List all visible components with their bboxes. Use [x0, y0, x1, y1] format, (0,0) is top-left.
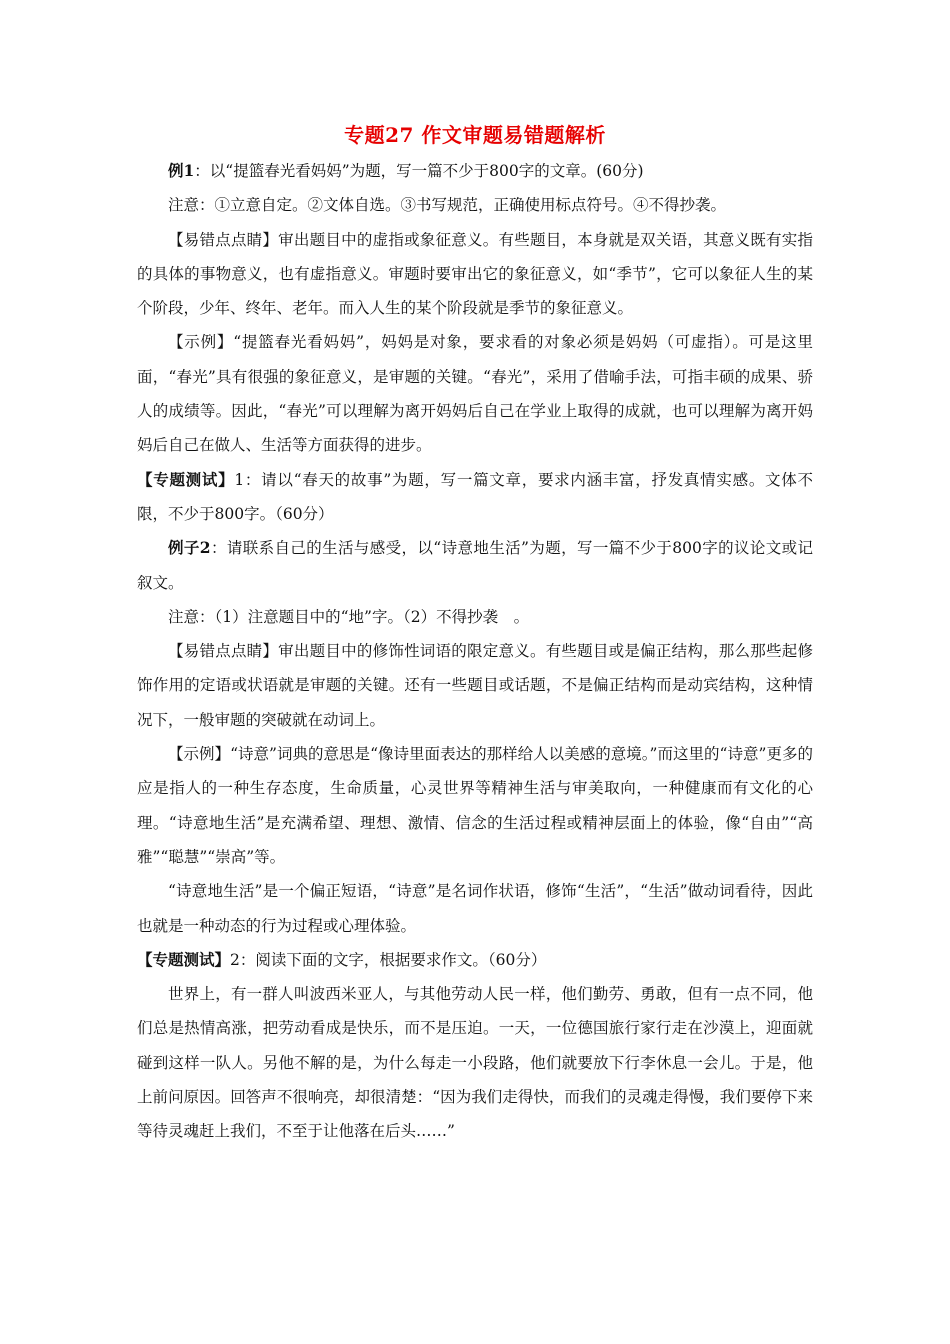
- example-2-error-point: [137, 634, 813, 737]
- topic-test-2-passage: 世界上，有一群人叫波西米亚人，与其他劳动人民一样，他们勤劳、勇敢，但有一点不同，他们总是热情高涨，把劳动看成是快乐，而不是压迫。一天，一位德国旅行家行走在沙漠上，迎面就碰到这样一队人。另他不解的是，为什么每走一小段路，他们就要放下行李休息一会儿。于是，他上前问原因。回答声不很响亮，却很清楚：“因为我们走得快，而我们的灵魂走得慢，我们要停下来等待灵魂赶上我们，不至于让他落在后头……”: [137, 985, 813, 1141]
- topic-test-1-label: 【专题测试】: [137, 469, 235, 489]
- sample-label: 【示例】: [168, 745, 231, 764]
- sample-text: “诗意”词典的意思是“像诗里面表达的那样给人以美感的意境。”而这里的“诗意”更多的应是指人的一种生存态度，生命质量，心灵世界等精神生活与审美取向，一种健康而有文化的心理。“诗意地生活”是充满希望、理想、激情、信念的生活过程或精神层面上的体验，像“自由”“高雅”“聪慧”“崇高”等。: [137, 745, 813, 866]
- example-1-error-point: [137, 223, 813, 326]
- example-2-sample-continued: “诗意地生活”是一个偏正短语，“诗意”是名词作状语，修饰“生活”，“生活”做动词看待，因此也就是一种动态的行为过程或心理体验。: [137, 882, 813, 935]
- sample-text: “提篮春光看妈妈”，妈妈是对象，要求看的对象必须是妈妈（可虚指）。可是这里面，“春光”具有很强的象征意义，是审题的关键。“春光”，采用了借喻手法，可指丰硕的成果、骄人的成绩等。因此，“春光”可以理解为离开妈妈后自己在学业上取得的成就，也可以理解为离开妈妈后自己在做人、生活等方面获得的进步。: [137, 333, 813, 455]
- error-point-label: 【易错点点睛】: [168, 642, 279, 661]
- topic-test-2-label: 【专题测试】: [137, 949, 231, 969]
- error-point-label: 【易错点点睛】: [168, 230, 279, 249]
- example-2-note: 注意：（1）注意题目中的“地”字。（2）不得抄袭 。: [168, 607, 530, 626]
- error-point-text: 审出题目中的虚指或象征意义。有些题目，本身就是双关语，其意义既有实指的具体的事物意义，也有虚指意义。审题时要审出它的象征意义，如“季节”，它可以象征人生的某个阶段，少年、终年、老年。而入人生的某个阶段就是季节的象征意义。: [137, 230, 813, 318]
- document-page: [137, 118, 813, 1149]
- document-title: 专题27 作文审题易错题解析: [344, 123, 606, 147]
- example-1-note: 注意：①立意自定。②文体自选。③书写规范，正确使用标点符号。④不得抄袭。: [168, 196, 727, 215]
- example-2-text: ：请联系自己的生活与感受，以“诗意地生活”为题，写一篇不少于800字的议论文或记叙文。: [137, 539, 814, 592]
- example-2-prompt: [137, 531, 813, 600]
- topic-test-1: [137, 463, 813, 532]
- topic-test-2-text: 2：阅读下面的文字，根据要求作文。（60分）: [230, 950, 547, 969]
- example-2-sample: [137, 737, 813, 874]
- example-2-label: 例子2: [168, 538, 211, 558]
- example-1-prompt: [137, 154, 813, 188]
- sample-label: 【示例】: [168, 333, 234, 352]
- example-1-sample: [137, 325, 813, 462]
- error-point-text: 审出题目中的修饰性词语的限定意义。有些题目或是偏正结构，那么那些起修饰作用的定语或状语就是审题的关键。还有一些题目或话题，不是偏正结构而是动宾结构，这种情况下，一般审题的突破就在动词上。: [137, 642, 813, 729]
- topic-test-1-text: 1：请以“春天的故事”为题，写一篇文章，要求内涵丰富，抒发真情实感。文体不限，不少于800字。（60分）: [137, 470, 813, 523]
- example-1-label: 例1: [168, 161, 195, 180]
- example-1-text: ：以“提篮春光看妈妈”为题，写一篇不少于800字的文章。(60分): [194, 162, 644, 180]
- topic-test-2: [137, 943, 813, 977]
